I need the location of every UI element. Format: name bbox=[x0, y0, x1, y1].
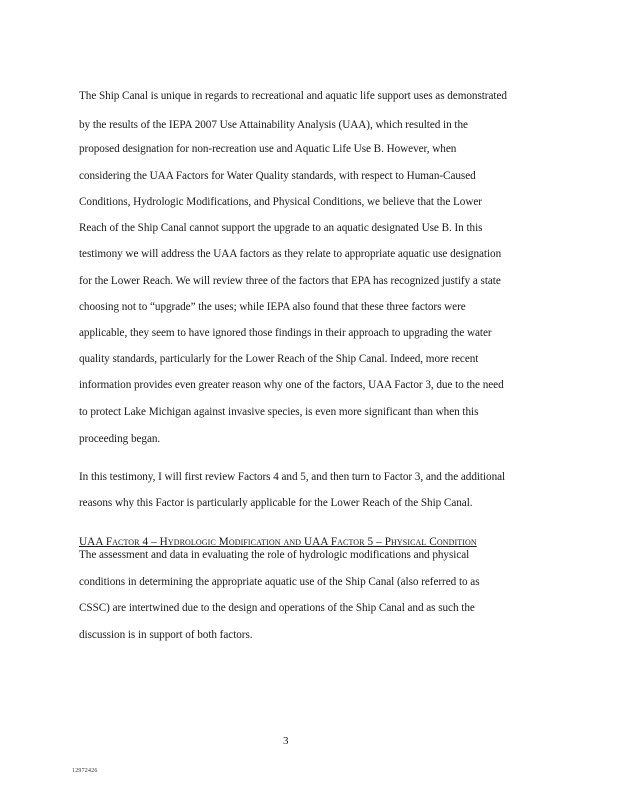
text-line: testimony we will address the UAA factors as they relate to appropriate aquatic use designation bbox=[79, 248, 502, 260]
text-line: Reach of the Ship Canal cannot support the upgrade to an aquatic designated Use B. In this bbox=[79, 222, 483, 234]
text-line: considering the UAA Factors for Water Quality standards, with respect to Human-Caused bbox=[79, 170, 476, 182]
text-line: to protect Lake Michigan against invasive species, is even more significant than when this bbox=[79, 406, 479, 418]
text-line: discussion is in support of both factors. bbox=[79, 629, 253, 641]
text-line: The Ship Canal is unique in regards to recreational and aquatic life support uses as demonstrated bbox=[79, 90, 507, 102]
text-line: information provides even greater reason why one of the factors, UAA Factor 3, due to the need bbox=[79, 379, 504, 391]
text-line: proceeding began. bbox=[79, 433, 161, 445]
document-id: 12972426 bbox=[72, 768, 98, 774]
text-line: CSSC) are intertwined due to the design and operations of the Ship Canal and as such the bbox=[79, 602, 475, 614]
text-line: choosing not to “upgrade” the uses; while IEPA also found that these three factors were bbox=[79, 301, 466, 313]
text-line: proposed designation for non-recreation use and Aquatic Life Use B. However, when bbox=[79, 143, 457, 155]
text-line: applicable, they seem to have ignored those findings in their approach to upgrading the water bbox=[79, 327, 492, 339]
section-heading: UAA Factor 4 – Hydrologic Modification and UAA Factor 5 – Physical Condition bbox=[79, 536, 477, 548]
text-line: reasons why this Factor is particularly applicable for the Lower Reach of the Ship Canal. bbox=[79, 497, 473, 509]
text-line: for the Lower Reach. We will review three of the factors that EPA has recognized justify a state bbox=[79, 275, 501, 287]
text-line: The assessment and data in evaluating the role of hydrologic modifications and physical bbox=[79, 549, 470, 561]
text-line: by the results of the IEPA 2007 Use Attainability Analysis (UAA), which resulted in the bbox=[79, 119, 468, 131]
text-line: In this testimony, I will first review Factors 4 and 5, and then turn to Factor 3, and the additional bbox=[79, 471, 506, 483]
text-line: quality standards, particularly for the Lower Reach of the Ship Canal. Indeed, more recent bbox=[79, 353, 479, 365]
text-line: conditions in determining the appropriate aquatic use of the Ship Canal (also referred to as bbox=[79, 576, 480, 588]
text-line: Conditions, Hydrologic Modifications, and Physical Conditions, we believe that the Lower bbox=[79, 196, 482, 208]
page-number: 3 bbox=[283, 735, 289, 747]
